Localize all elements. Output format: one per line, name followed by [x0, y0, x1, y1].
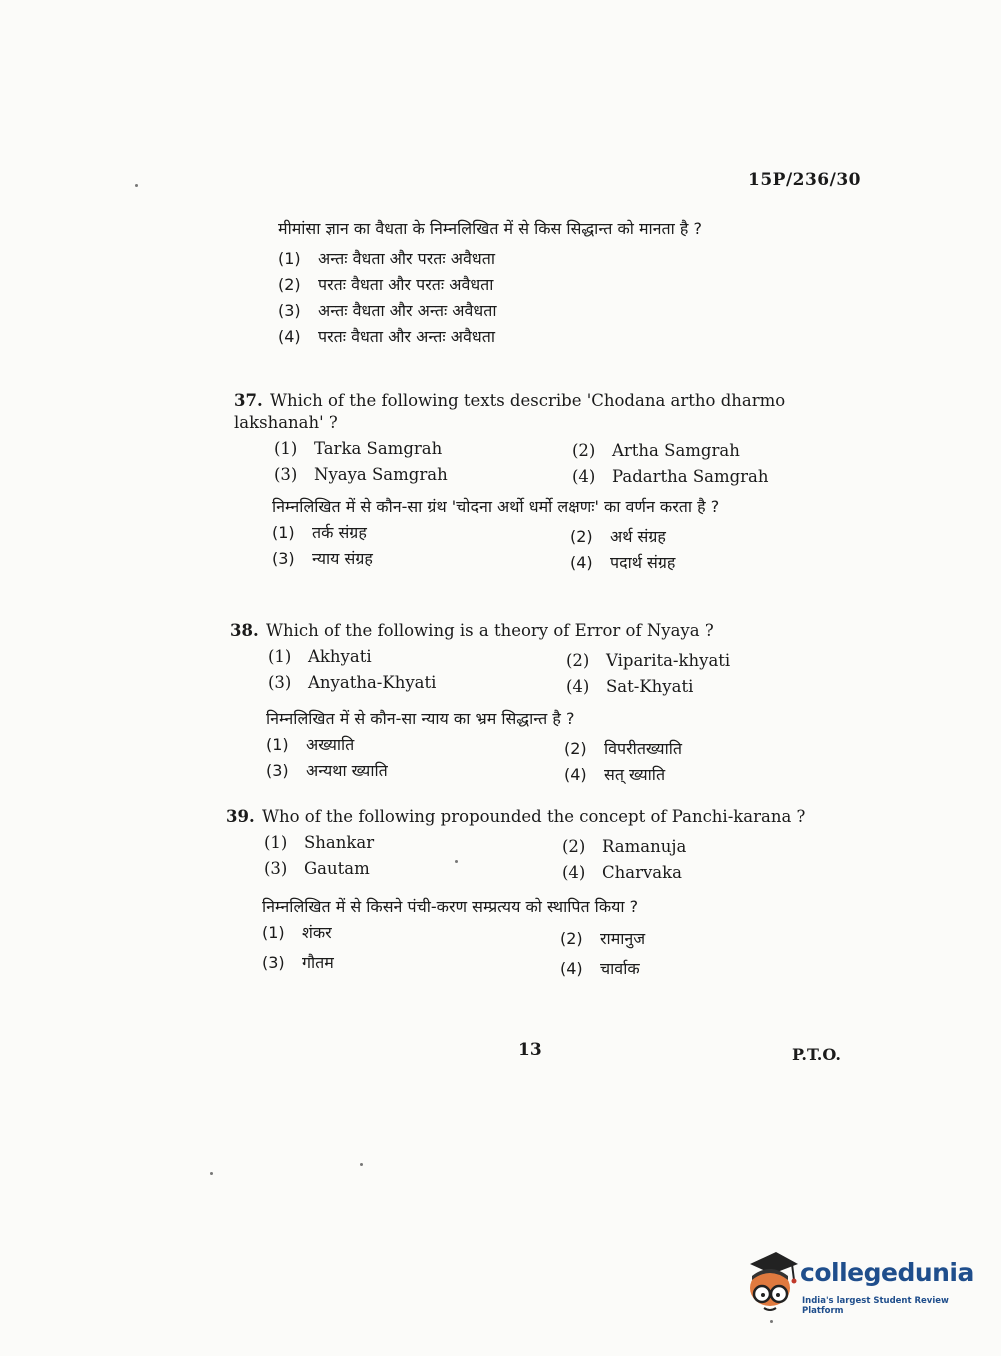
question-36-options: [278, 246, 863, 350]
paper-code: 15P/236/30: [748, 170, 862, 190]
option: (4) पदार्थ संग्रह: [570, 553, 676, 572]
scan-speck: [455, 860, 458, 863]
option: (1) Shankar: [264, 833, 375, 852]
option: (2) विपरीतख्याति: [564, 739, 682, 758]
logo-tagline: India's largest Student Review Platform: [802, 1296, 949, 1316]
option: (1) Akhyati: [268, 647, 372, 666]
question-38-options-en: [268, 646, 860, 698]
scan-speck: [360, 1163, 363, 1166]
question-36-hindi: [278, 218, 863, 350]
option: (3) गौतम: [262, 953, 334, 972]
question-37-options-en: [274, 438, 864, 490]
option: (3) Nyaya Samgrah: [274, 465, 448, 484]
option: (4) Charvaka: [562, 863, 682, 882]
question-39-options-hi: [262, 922, 856, 978]
mascot-icon: [742, 1250, 800, 1316]
option: (4) Sat-Khyati: [566, 677, 694, 696]
question-37-stem-hi: निम्नलिखित में से कौन-सा ग्रंथ 'चोदना अर्थो धर्मो लक्षणः' का वर्णन करता है ?: [272, 497, 720, 516]
pto-label: P.T.O.: [792, 1045, 841, 1064]
question-37-options-hi: [272, 522, 864, 574]
question-38: [230, 620, 860, 786]
option: (4) Padartha Samgrah: [572, 467, 769, 486]
scan-speck: [210, 1172, 213, 1175]
question-38-stem-en: 38. Which of the following is a theory of Error of Nyaya ?: [230, 621, 714, 640]
question-39-stem-en: 39. Who of the following propounded the concept of Panchi-karana ?: [226, 807, 806, 826]
question-38-stem-hi: निम्नलिखित में से कौन-सा न्याय का भ्रम सिद्धान्त है ?: [266, 709, 575, 728]
option: (1) Tarka Samgrah: [274, 439, 443, 458]
option: (2) परतः वैधता और परतः अवैधता: [278, 275, 494, 294]
option: (3) अन्यथा ख्याति: [266, 761, 388, 780]
scan-speck: [135, 184, 138, 187]
question-37: [234, 390, 864, 574]
option: (2) रामानुज: [560, 929, 646, 948]
option: (1) शंकर: [262, 923, 332, 942]
page-number: 13: [518, 1040, 542, 1060]
option: (3) न्याय संग्रह: [272, 549, 373, 568]
logo-brand: collegedunia: [800, 1258, 974, 1287]
question-36-hindi-stem: मीमांसा ज्ञान का वैधता के निम्नलिखित में से किस सिद्धान्त को मानता है ?: [278, 219, 702, 238]
question-37-stem-en: 37. Which of the following texts describe 'Chodana artho dharmo lakshanah' ?: [234, 391, 786, 432]
option: (1) अख्याति: [266, 735, 355, 754]
question-39-stem-hi: निम्नलिखित में से किसने पंची-करण सम्प्रत्यय को स्थापित किया ?: [262, 897, 639, 916]
scan-speck: [770, 1320, 773, 1323]
question-39: [226, 806, 856, 978]
option: (2) अर्थ संग्रह: [570, 527, 666, 546]
question-38-options-hi: [266, 734, 860, 786]
option: (2) Ramanuja: [562, 837, 687, 856]
option: (3) अन्तः वैधता और अन्तः अवैधता: [278, 301, 497, 320]
option: (4) चार्वाक: [560, 959, 640, 978]
option: (3) Gautam: [264, 859, 370, 878]
option: (2) Viparita-khyati: [566, 651, 731, 670]
option: (4) परतः वैधता और अन्तः अवैधता: [278, 327, 495, 346]
option: (2) Artha Samgrah: [572, 441, 740, 460]
option: (1) अन्तः वैधता और परतः अवैधता: [278, 249, 495, 268]
option: (4) सत् ख्याति: [564, 765, 666, 784]
option: (1) तर्क संग्रह: [272, 523, 367, 542]
question-39-options-en: [264, 832, 856, 884]
option: (3) Anyatha-Khyati: [268, 673, 437, 692]
collegedunia-logo: [742, 1250, 972, 1320]
